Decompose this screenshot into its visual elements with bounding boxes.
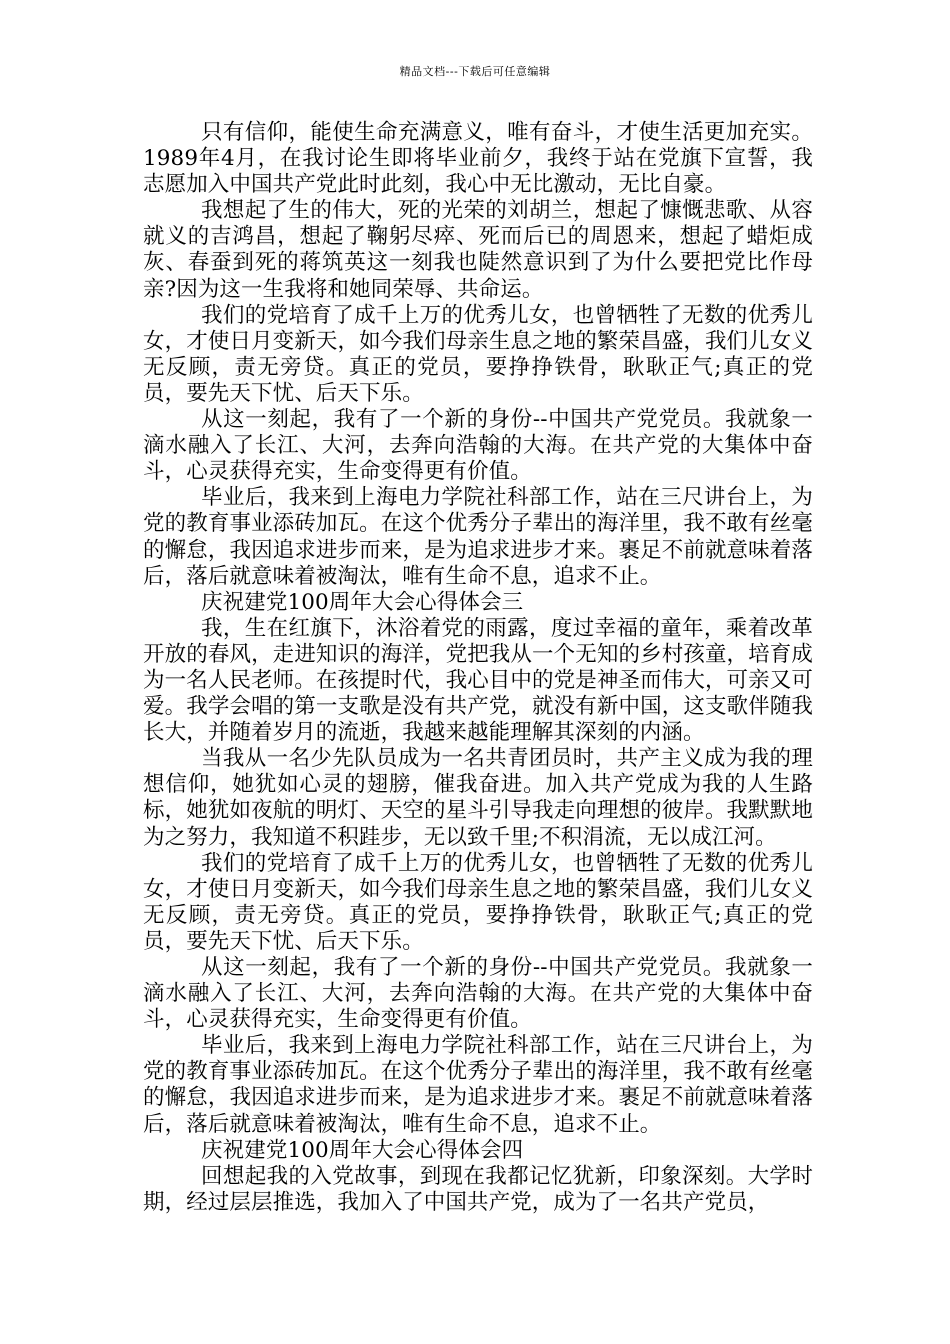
- paragraph: 毕业后，我来到上海电力学院社科部工作，站在三尺讲台上，为党的教育事业添砖加瓦。在这个优秀分子辈出的海洋里，我不敢有丝毫的懈怠，我因追求进步而来，是为追求进步才来。裹足不前就意味着落后，落后就意味着被淘汰，唯有生命不息，追求不止。: [143, 485, 813, 589]
- paragraph: 从这一刻起，我有了一个新的身份--中国共产党党员。我就象一滴水融入了长江、大河，去奔向浩翰的大海。在共产党的大集体中奋斗，心灵获得充实，生命变得更有价值。: [143, 955, 813, 1033]
- document-body: [143, 120, 813, 1216]
- paragraph: 只有信仰，能使生命充满意义，唯有奋斗，才使生活更加充实。1989年4月，在我讨论生即将毕业前夕，我终于站在党旗下宣誓，我志愿加入中国共产党此时此刻，我心中无比激动，无比自豪。: [143, 120, 813, 198]
- paragraph: 我们的党培育了成千上万的优秀儿女，也曾牺牲了无数的优秀儿女，才使日月变新天，如今我们母亲生息之地的繁荣昌盛，我们儿女义无反顾，责无旁贷。真正的党员，要挣挣铁骨，耿耿正气;真正的党员，要先天下忧、后天下乐。: [143, 850, 813, 954]
- section-heading: 庆祝建党100周年大会心得体会三: [201, 589, 524, 615]
- paragraph: 回想起我的入党故事，到现在我都记忆犹新，印象深刻。大学时期，经过层层推选，我加入了中国共产党，成为了一名共产党员，: [143, 1163, 813, 1215]
- paragraph: 我想起了生的伟大，死的光荣的刘胡兰，想起了慷慨悲歌、从容就义的吉鸿昌，想起了鞠躬尽瘁、死而后已的周恩来，想起了蜡炬成灰、春蚕到死的蒋筑英这一刻我也陡然意识到了为什么要把党比作母亲?因为这一生我将和她同荣辱、共命运。: [143, 198, 813, 302]
- section-heading: 庆祝建党100周年大会心得体会四: [201, 1137, 524, 1163]
- paragraph: 当我从一名少先队员成为一名共青团员时，共产主义成为我的理想信仰，她犹如心灵的翅膀，催我奋进。加入共产党成为我的人生路标，她犹如夜航的明灯、天空的星斗引导我走向理想的彼岸。我默默地为之努力，我知道不积跬步，无以致千里;不积涓流，无以成江河。: [143, 746, 813, 850]
- paragraph: 我，生在红旗下，沐浴着党的雨露，度过幸福的童年，乘着改革开放的春风，走进知识的海洋，党把我从一个无知的乡村孩童，培育成为一名人民老师。在孩提时代，我心目中的党是神圣而伟大，可亲又可爱。我学会唱的第一支歌是没有共产党，就没有新中国，这支歌伴随我长大，并随着岁月的流逝，我越来越能理解其深刻的内涵。: [143, 615, 813, 746]
- paragraph: 从这一刻起，我有了一个新的身份--中国共产党党员。我就象一滴水融入了长江、大河，去奔向浩翰的大海。在共产党的大集体中奋斗，心灵获得充实，生命变得更有价值。: [143, 407, 813, 485]
- paragraph: 我们的党培育了成千上万的优秀儿女，也曾牺牲了无数的优秀儿女，才使日月变新天，如今我们母亲生息之地的繁荣昌盛，我们儿女义无反顾，责无旁贷。真正的党员，要挣挣铁骨，耿耿正气;真正的党员，要先天下忧、后天下乐。: [143, 302, 813, 406]
- page-header: 精品文档---下载后可任意编辑: [399, 65, 551, 78]
- paragraph: 毕业后，我来到上海电力学院社科部工作，站在三尺讲台上，为党的教育事业添砖加瓦。在这个优秀分子辈出的海洋里，我不敢有丝毫的懈怠，我因追求进步而来，是为追求进步才来。裹足不前就意味着落后，落后就意味着被淘汰，唯有生命不息，追求不止。: [143, 1033, 813, 1137]
